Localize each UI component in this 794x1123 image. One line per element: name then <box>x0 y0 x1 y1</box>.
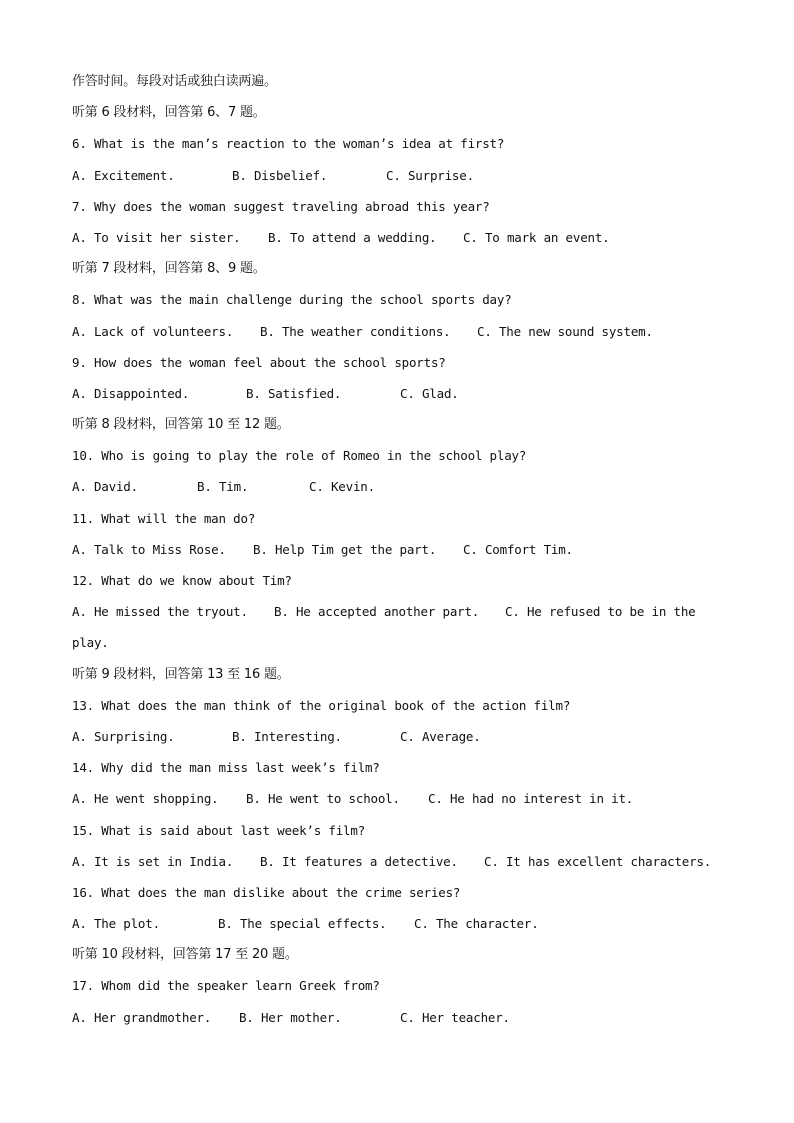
option-b: B. Tim. <box>197 479 249 495</box>
question-text: 15. What is said about last week’s film? <box>72 822 366 838</box>
section-heading: 听第 6 段材料，回答第 6、7 题。 <box>72 105 266 121</box>
question-text: 7. Why does the woman suggest traveling abroad this year? <box>72 198 490 214</box>
option-a: A. To visit her sister. <box>72 229 241 245</box>
section-heading: 听第 7 段材料，回答第 8、9 题。 <box>72 261 266 277</box>
section-heading: 听第 10 段材料，回答第 17 至 20 题。 <box>72 947 298 963</box>
option-a: A. It is set in India. <box>72 853 234 869</box>
question-text: 12. What do we know about Tim? <box>72 573 292 588</box>
option-a: A. Talk to Miss Rose. <box>72 541 226 557</box>
section-heading: 听第 9 段材料，回答第 13 至 16 题。 <box>72 666 290 682</box>
question-text: 9. How does the woman feel about the school sports? <box>72 354 446 370</box>
option-c: C. Kevin. <box>309 479 375 495</box>
option-b: B. The special effects. <box>218 916 387 932</box>
option-b: B. Help Tim get the part. <box>253 541 437 557</box>
question-text: 10. Who is going to play the role of Romeo in the school play? <box>72 448 527 464</box>
option-c: C. To mark an event. <box>463 229 610 245</box>
section-heading: 作答时间。每段对话或独白读两遍。 <box>72 74 277 89</box>
exam-page <box>72 66 762 1033</box>
question-text: 14. Why did the man miss last week’s film? <box>72 760 380 776</box>
option-a: A. Excitement. <box>72 167 175 183</box>
option-c: C. Comfort Tim. <box>463 541 573 557</box>
option-a: A. Surprising. <box>72 728 175 744</box>
option-c: C. Average. <box>400 728 481 744</box>
option-continuation: play. <box>72 635 109 651</box>
option-b: B. It features a detective. <box>260 853 458 869</box>
option-c: C. He had no interest in it. <box>428 791 634 807</box>
option-b: B. Disbelief. <box>232 167 328 183</box>
question-text: 17. Whom did the speaker learn Greek from? <box>72 978 380 994</box>
option-b: B. Satisfied. <box>246 385 342 401</box>
question-text: 16. What does the man dislike about the crime series? <box>72 884 461 900</box>
answer-options <box>72 534 762 565</box>
option-a: A. Disappointed. <box>72 385 190 401</box>
option-b: B. He accepted another part. <box>274 604 480 620</box>
option-b: B. Her mother. <box>239 1009 342 1025</box>
answer-options <box>72 721 762 752</box>
option-c: C. Glad. <box>400 385 459 401</box>
option-a: A. He went shopping. <box>72 791 219 807</box>
option-a: A. He missed the tryout. <box>72 604 248 620</box>
option-b: B. The weather conditions. <box>260 323 451 339</box>
option-b: B. He went to school. <box>246 791 400 807</box>
option-c: C. The new sound system. <box>477 323 653 339</box>
answer-options <box>72 378 762 409</box>
answer-options <box>72 1002 762 1033</box>
question-text: 6. What is the man’s reaction to the woman’s idea at first? <box>72 136 505 152</box>
option-c: C. The character. <box>414 916 539 932</box>
option-c: C. Her teacher. <box>400 1009 510 1025</box>
option-c: C. It has excellent characters. <box>484 853 712 869</box>
option-a: A. Lack of volunteers. <box>72 323 234 339</box>
question-text: 11. What will the man do? <box>72 510 256 526</box>
question-text: 8. What was the main challenge during the school sports day? <box>72 292 512 308</box>
option-c: C. Surprise. <box>386 167 474 183</box>
option-b: B. To attend a wedding. <box>268 229 437 245</box>
option-a: A. David. <box>72 479 138 495</box>
answer-options <box>72 316 762 347</box>
answer-options <box>72 846 762 877</box>
answer-options <box>72 160 762 191</box>
option-a: A. Her grandmother. <box>72 1009 212 1025</box>
answer-options <box>72 471 762 502</box>
option-a: A. The plot. <box>72 916 160 932</box>
option-c: C. He refused to be in the <box>505 604 696 620</box>
option-b: B. Interesting. <box>232 728 342 744</box>
answer-options <box>72 596 762 627</box>
answer-options <box>72 222 762 253</box>
question-text: 13. What does the man think of the original book of the action film? <box>72 697 571 713</box>
section-heading: 听第 8 段材料，回答第 10 至 12 题。 <box>72 417 290 433</box>
answer-options <box>72 908 762 939</box>
answer-options <box>72 783 762 814</box>
